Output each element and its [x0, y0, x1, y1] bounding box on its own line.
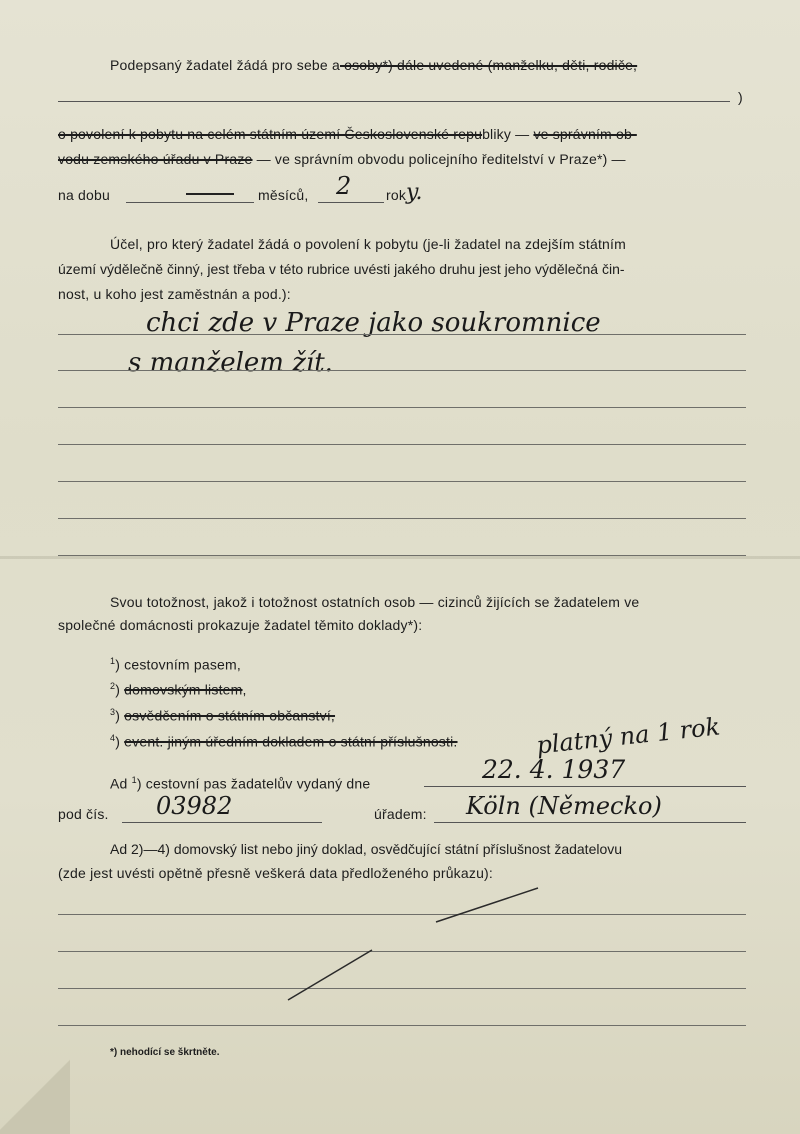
cancel-stroke-2: [288, 950, 372, 1000]
doc-item-2-text: domovským listem: [124, 681, 243, 698]
purpose-answer-1: chci zde v Praze jako soukromnice: [146, 308, 601, 338]
purpose-label-3: nost, u koho jest zaměstnán a pod.):: [58, 286, 291, 302]
intro-close-paren: ): [738, 89, 743, 105]
passport-issued-label: cestovní pas žadatelův vydaný dne: [145, 775, 371, 792]
duration-years-label: rok: [386, 187, 407, 203]
duration-years-value: 2: [336, 172, 352, 200]
footnote-marker: *): [110, 1047, 118, 1058]
territory-struck-text: o povolení k pobytu na celém státním území Československé repu: [58, 126, 483, 142]
identity-label-2: společné domácnosti prokazuje žadatel těmito doklady*):: [58, 617, 423, 633]
doc-item-1: $^1$) cestovním pasem,: [110, 656, 241, 673]
passport-issued-row: Ad $^1$) cestovní pas žadatelův vydaný dne: [110, 775, 371, 792]
cancel-stroke-1: [436, 888, 538, 922]
other-doc-ad-prefix: Ad: [110, 841, 128, 857]
land-office-struck-text: vodu zemského úřadu v Praze: [58, 151, 253, 167]
doc-item-1-num: 1: [110, 656, 116, 666]
police-district-text: — ve správním obvodu policejního ředitelství v Praze*) —: [252, 151, 626, 167]
footnote-text: nehodící se škrtněte.: [120, 1047, 220, 1058]
doc-item-4-text: event. jiným úředním dokladem o státní příslušnosti.: [124, 733, 458, 750]
purpose-answer-2: s manželem žít.: [128, 348, 333, 378]
doc-item-3: $^3$) osvědčením o státním občanství,: [110, 707, 336, 724]
doc-item-3-text: osvědčením o státním občanství,: [124, 707, 336, 724]
doc-item-3-num: 3: [110, 707, 116, 717]
district-struck-text: ve správním ob-: [533, 126, 637, 142]
purpose-label-1: Účel, pro který žadatel žádá o povolení k pobytu (je-li žadatel na zdejším státním: [110, 236, 626, 252]
intro-struck-text: osoby*) dále uvedené (manželku, děti, rodiče,: [340, 57, 638, 73]
passport-ad-prefix: Ad: [110, 775, 128, 792]
doc-item-4-note: platný na 1 rok: [535, 712, 722, 760]
passport-office-value: Köln (Německo): [466, 792, 662, 820]
intro-text: Podepsaný žadatel žádá pro sebe a: [110, 57, 340, 73]
passport-ad-num: 1: [131, 775, 137, 785]
duration-months-label: měsíců,: [258, 187, 309, 203]
doc-item-4-num: 4: [110, 733, 116, 743]
identity-label-1: Svou totožnost, jakož i totožnost ostatních osob — cizinců žijících se žadatelem ve: [110, 594, 640, 610]
doc-item-2-tail: ,: [242, 681, 247, 698]
territory-text: bliky —: [482, 126, 534, 142]
passport-number-value: 03982: [156, 792, 233, 820]
other-doc-label-1: domovský list nebo jiný doklad, osvědčující státní příslušnost žadatelovu: [173, 841, 623, 857]
duration-prefix: na dobu: [58, 187, 111, 203]
doc-item-4: $^4$) event. jiným úředním dokladem o státní příslušnosti.: [110, 733, 458, 750]
doc-item-2-num: 2: [110, 681, 116, 691]
passport-number-label: pod čís.: [58, 806, 109, 822]
footnote: [110, 1047, 220, 1058]
purpose-label-2: území výdělečně činný, jest třeba v této rubrice uvésti jakého druhu jest jeho výdělečná čin-: [58, 261, 625, 277]
passport-issued-date: 22. 4. 1937: [482, 755, 626, 784]
other-doc-label-2: (zde jest uvésti opětně přesně veškerá data předloženého průkazu):: [58, 865, 494, 881]
doc-item-2: $^2$) domovským listem,: [110, 681, 247, 698]
passport-office-label: úřadem:: [374, 806, 427, 822]
other-doc-ad-range: 2)—4): [131, 841, 170, 857]
doc-item-1-text: cestovním pasem,: [124, 656, 241, 673]
duration-years-suffix: y.: [406, 180, 423, 205]
